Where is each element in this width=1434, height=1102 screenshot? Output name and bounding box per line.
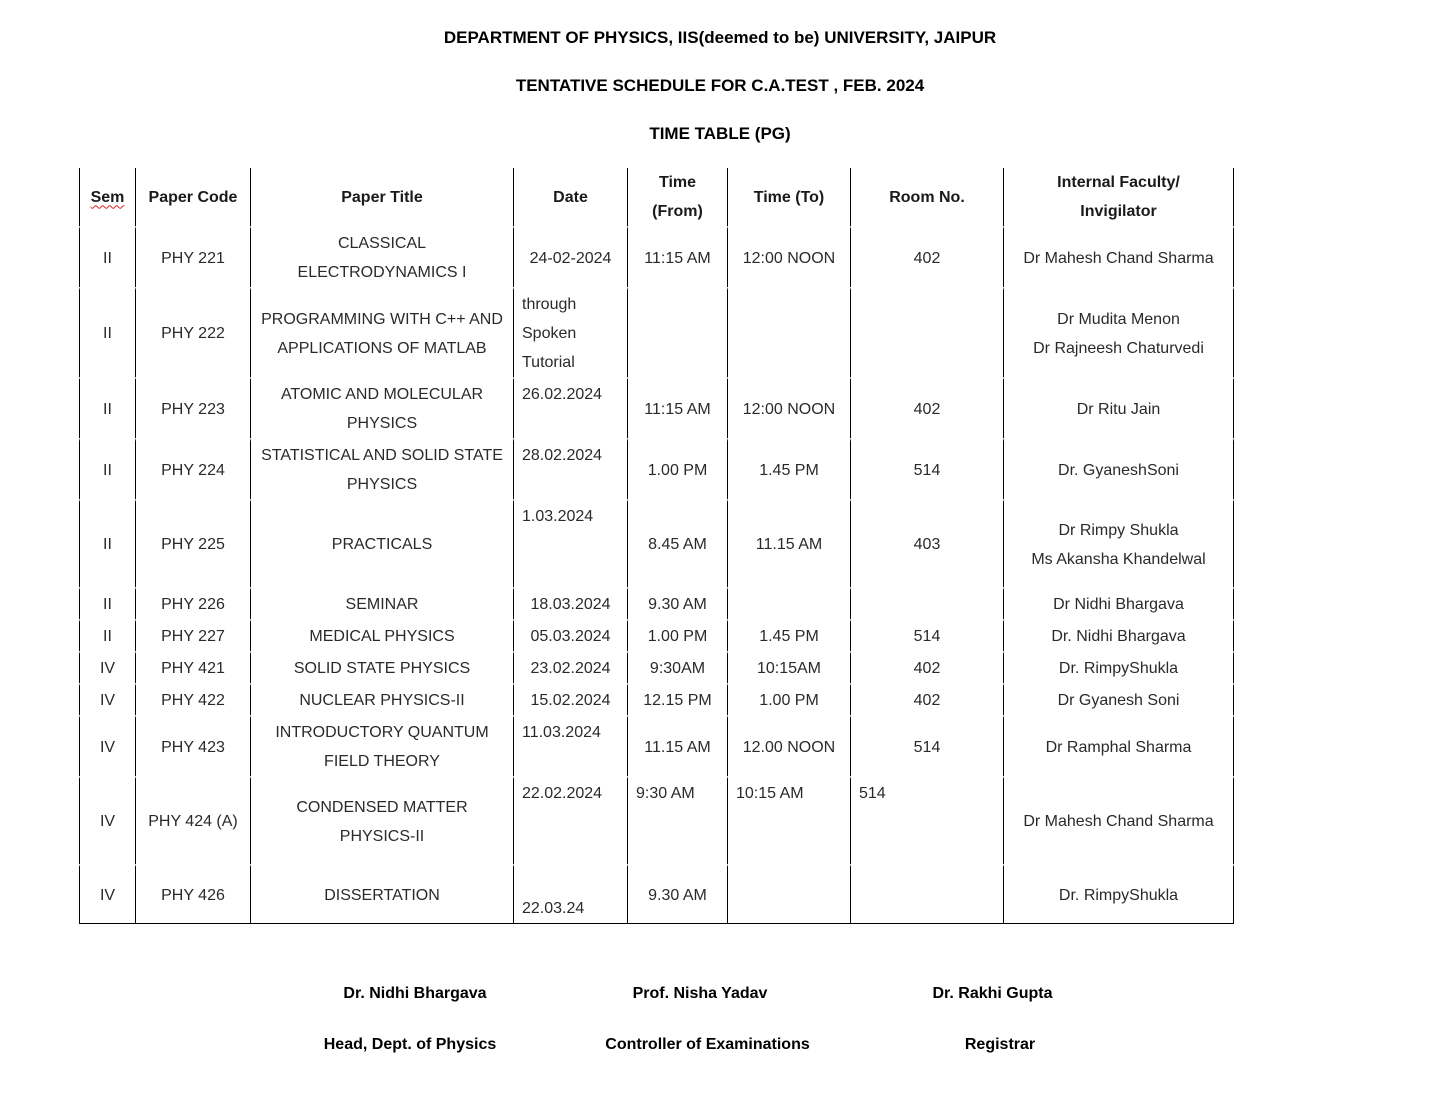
faculty-name: Dr Rajneesh Chaturvedi bbox=[1033, 339, 1204, 357]
time-from-cell: 1.00 PM bbox=[627, 619, 727, 651]
date-cell: 22.02.2024 bbox=[513, 776, 627, 864]
signature-name-2: Prof. Nisha Yadav bbox=[632, 985, 768, 1002]
header-row bbox=[79, 168, 1234, 226]
time-to-cell: 1.45 PM bbox=[727, 619, 850, 651]
col-faculty: Internal Faculty/ Invigilator bbox=[1003, 168, 1234, 226]
sem-cell: II bbox=[79, 287, 135, 377]
paper-code-cell: PHY 423 bbox=[135, 715, 250, 776]
paper-title-cell: SEMINAR bbox=[250, 587, 513, 619]
signature-name-3: Dr. Rakhi Gupta bbox=[932, 985, 1053, 1002]
table-row bbox=[79, 587, 1234, 619]
paper-code-cell: PHY 422 bbox=[135, 683, 250, 715]
sem-cell: IV bbox=[79, 776, 135, 864]
room-cell: 514 bbox=[850, 619, 1003, 651]
paper-title-cell: INTRODUCTORY QUANTUM FIELD THEORY bbox=[250, 715, 513, 776]
paper-code-cell: PHY 426 bbox=[135, 864, 250, 923]
time-to-cell: 10:15 AM bbox=[727, 776, 850, 864]
paper-title-cell: ATOMIC AND MOLECULAR PHYSICS bbox=[250, 377, 513, 438]
room-cell bbox=[850, 587, 1003, 619]
time-to-cell: 12.00 NOON bbox=[727, 715, 850, 776]
paper-code-cell: PHY 421 bbox=[135, 651, 250, 683]
faculty-cell bbox=[1003, 377, 1234, 438]
time-from-cell: 12.15 PM bbox=[627, 683, 727, 715]
time-to-cell bbox=[727, 287, 850, 377]
col-sem: Sem bbox=[79, 168, 135, 226]
date-cell: 24-02-2024 bbox=[513, 226, 627, 287]
room-cell: 514 bbox=[850, 438, 1003, 499]
signature-role-2: Controller of Examinations bbox=[605, 1036, 810, 1053]
paper-title-cell: STATISTICAL AND SOLID STATE PHYSICS bbox=[250, 438, 513, 499]
table-row bbox=[79, 651, 1234, 683]
faculty-name: Dr. RimpyShukla bbox=[1058, 886, 1179, 904]
sem-cell: IV bbox=[79, 715, 135, 776]
faculty-cell bbox=[1003, 683, 1234, 715]
time-to-cell: 12:00 NOON bbox=[727, 226, 850, 287]
paper-title-cell: PRACTICALS bbox=[250, 499, 513, 587]
paper-title-cell: SOLID STATE PHYSICS bbox=[250, 651, 513, 683]
faculty-name: Dr Ramphal Sharma bbox=[1045, 738, 1192, 756]
time-to-cell: 1.00 PM bbox=[727, 683, 850, 715]
room-cell: 402 bbox=[850, 226, 1003, 287]
faculty-name: Dr Nidhi Bhargava bbox=[1053, 596, 1184, 613]
paper-code-cell: PHY 226 bbox=[135, 587, 250, 619]
date-cell: 1.03.2024 bbox=[513, 499, 627, 587]
col-paper-title: Paper Title bbox=[250, 168, 513, 226]
time-from-cell bbox=[627, 287, 727, 377]
table-row bbox=[79, 864, 1234, 923]
col-date: Date bbox=[513, 168, 627, 226]
room-cell: 514 bbox=[850, 776, 1003, 864]
faculty-name: Dr Mahesh Chand Sharma bbox=[1023, 249, 1214, 267]
faculty-name: Dr Ritu Jain bbox=[1076, 400, 1161, 418]
faculty-name: Ms Akansha Khandelwal bbox=[1031, 550, 1206, 568]
date-cell: 05.03.2024 bbox=[513, 619, 627, 651]
time-from-cell: 9:30 AM bbox=[627, 776, 727, 864]
faculty-name: Dr. RimpyShukla bbox=[1058, 660, 1179, 677]
faculty-name: Dr Gyanesh Soni bbox=[1057, 692, 1180, 709]
time-from-cell: 11:15 AM bbox=[627, 377, 727, 438]
room-cell: 402 bbox=[850, 377, 1003, 438]
date-cell: 28.02.2024 bbox=[513, 438, 627, 499]
sem-cell: II bbox=[79, 377, 135, 438]
faculty-cell bbox=[1003, 226, 1234, 287]
signature-role-1: Head, Dept. of Physics bbox=[323, 1036, 497, 1053]
timetable-title: TIME TABLE (PG) bbox=[649, 124, 791, 143]
table-row bbox=[79, 226, 1234, 287]
col-paper-code: Paper Code bbox=[135, 168, 250, 226]
date-cell: through Spoken Tutorial bbox=[513, 287, 627, 377]
faculty-name: Dr Mahesh Chand Sharma bbox=[1023, 813, 1214, 830]
sem-cell: II bbox=[79, 499, 135, 587]
table-row bbox=[79, 438, 1234, 499]
faculty-cell bbox=[1003, 287, 1234, 377]
date-cell: 23.02.2024 bbox=[513, 651, 627, 683]
paper-title-cell: NUCLEAR PHYSICS-II bbox=[250, 683, 513, 715]
sem-cell: II bbox=[79, 226, 135, 287]
col-time-to: Time (To) bbox=[727, 168, 850, 226]
time-to-cell bbox=[727, 864, 850, 923]
time-from-cell: 8.45 AM bbox=[627, 499, 727, 587]
date-cell: 22.03.24 bbox=[513, 864, 627, 923]
sem-cell: IV bbox=[79, 683, 135, 715]
faculty-name: Dr Rimpy Shukla bbox=[1058, 521, 1179, 539]
date-cell: 11.03.2024 bbox=[513, 715, 627, 776]
room-cell bbox=[850, 287, 1003, 377]
faculty-name: Dr. GyaneshSoni bbox=[1058, 461, 1179, 479]
schedule-title: TENTATIVE SCHEDULE FOR C.A.TEST , FEB. 2024 bbox=[515, 76, 925, 95]
time-from-cell: 1.00 PM bbox=[627, 438, 727, 499]
col-room: Room No. bbox=[850, 168, 1003, 226]
faculty-cell bbox=[1003, 651, 1234, 683]
room-cell: 514 bbox=[850, 715, 1003, 776]
paper-title-cell: DISSERTATION bbox=[250, 864, 513, 923]
paper-code-cell: PHY 224 bbox=[135, 438, 250, 499]
faculty-cell bbox=[1003, 776, 1234, 864]
paper-title-cell: CONDENSED MATTER PHYSICS-II bbox=[250, 776, 513, 864]
date-cell: 15.02.2024 bbox=[513, 683, 627, 715]
faculty-name: Dr. Nidhi Bhargava bbox=[1051, 628, 1186, 645]
time-from-cell: 11.15 AM bbox=[627, 715, 727, 776]
faculty-cell bbox=[1003, 438, 1234, 499]
date-cell: 18.03.2024 bbox=[513, 587, 627, 619]
faculty-cell bbox=[1003, 619, 1234, 651]
signature-name-1: Dr. Nidhi Bhargava bbox=[343, 985, 487, 1002]
time-from-cell: 9.30 AM bbox=[627, 864, 727, 923]
faculty-cell bbox=[1003, 499, 1234, 587]
table-row bbox=[79, 499, 1234, 587]
signature-role-3: Registrar bbox=[964, 1036, 1036, 1053]
time-from-cell: 9:30AM bbox=[627, 651, 727, 683]
table-row bbox=[79, 715, 1234, 776]
paper-code-cell: PHY 225 bbox=[135, 499, 250, 587]
time-to-cell: 11.15 AM bbox=[727, 499, 850, 587]
sem-cell: IV bbox=[79, 651, 135, 683]
paper-code-cell: PHY 424 (A) bbox=[135, 776, 250, 864]
faculty-cell bbox=[1003, 864, 1234, 923]
sem-cell: II bbox=[79, 587, 135, 619]
room-cell: 403 bbox=[850, 499, 1003, 587]
faculty-cell bbox=[1003, 587, 1234, 619]
paper-title-cell: PROGRAMMING WITH C++ AND APPLICATIONS OF MATLAB bbox=[250, 287, 513, 377]
time-from-cell: 11:15 AM bbox=[627, 226, 727, 287]
col-time-from: Time (From) bbox=[627, 168, 727, 226]
schedule-table bbox=[79, 168, 1234, 924]
sem-cell: II bbox=[79, 619, 135, 651]
time-to-cell: 1.45 PM bbox=[727, 438, 850, 499]
date-cell: 26.02.2024 bbox=[513, 377, 627, 438]
paper-title-cell: CLASSICAL ELECTRODYNAMICS I bbox=[250, 226, 513, 287]
room-cell: 402 bbox=[850, 651, 1003, 683]
paper-title-cell: MEDICAL PHYSICS bbox=[250, 619, 513, 651]
time-to-cell: 10:15AM bbox=[727, 651, 850, 683]
paper-code-cell: PHY 227 bbox=[135, 619, 250, 651]
time-from-cell: 9.30 AM bbox=[627, 587, 727, 619]
faculty-cell bbox=[1003, 715, 1234, 776]
table-row bbox=[79, 776, 1234, 864]
room-cell: 402 bbox=[850, 683, 1003, 715]
time-to-cell: 12:00 NOON bbox=[727, 377, 850, 438]
paper-code-cell: PHY 222 bbox=[135, 287, 250, 377]
department-title: DEPARTMENT OF PHYSICS, IIS(deemed to be) UNIVERSITY, JAIPUR bbox=[443, 28, 997, 47]
sem-cell: IV bbox=[79, 864, 135, 923]
room-cell bbox=[850, 864, 1003, 923]
table-row bbox=[79, 619, 1234, 651]
paper-code-cell: PHY 223 bbox=[135, 377, 250, 438]
sem-cell: II bbox=[79, 438, 135, 499]
faculty-name: Dr Mudita Menon bbox=[1057, 310, 1180, 328]
table-row bbox=[79, 377, 1234, 438]
table-row bbox=[79, 683, 1234, 715]
time-to-cell bbox=[727, 587, 850, 619]
paper-code-cell: PHY 221 bbox=[135, 226, 250, 287]
table-row bbox=[79, 287, 1234, 377]
